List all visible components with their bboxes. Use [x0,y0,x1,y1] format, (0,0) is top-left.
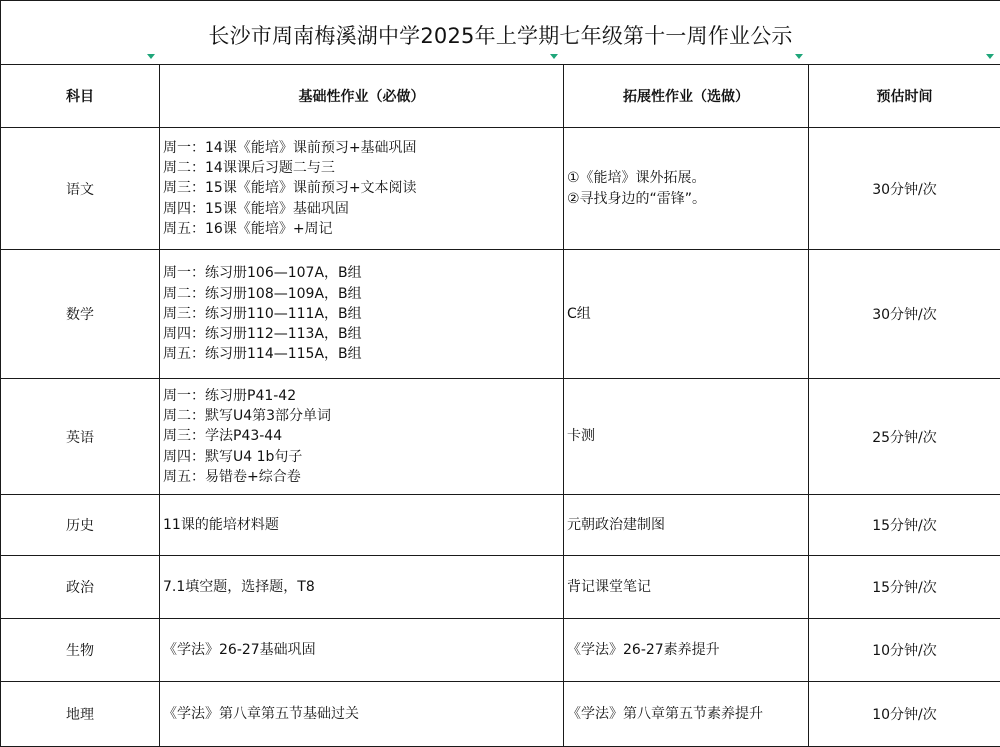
header-row [1,65,1000,128]
basic-cell [160,495,564,556]
header-basic: 基础性作业（必做） [160,65,564,128]
basic-line: 周五：练习册114—115A，B组 [163,344,563,364]
basic-line: 周二：练习册108—109A，B组 [163,284,563,304]
filter-dropdown-icon[interactable] [794,51,804,61]
basic-line: 周五：易错卷+综合卷 [163,467,563,487]
subject-cell: 地理 [1,682,160,747]
extended-line: ②寻找身边的“雷锋”。 [567,189,808,209]
time-cell: 30分钟/次 [809,128,1000,250]
header-extended: 拓展性作业（选做） [564,65,809,128]
basic-line: 周五：16课《能培》+周记 [163,219,563,239]
time-cell: 15分钟/次 [809,556,1000,619]
time-cell: 25分钟/次 [809,379,1000,495]
filter-dropdown-icon[interactable] [146,51,156,61]
filter-dropdown-icon[interactable] [549,51,559,61]
extended-line: 背记课堂笔记 [567,577,808,597]
basic-line: 周三：15课《能培》课前预习+文本阅读 [163,178,563,198]
subject-cell: 历史 [1,495,160,556]
basic-line: 11课的能培材料题 [163,515,563,535]
title-cell [1,1,1000,65]
basic-line: 周二：默写U4第3部分单词 [163,406,563,426]
extended-line: ①《能培》课外拓展。 [567,168,808,188]
subject-cell: 政治 [1,556,160,619]
extended-line: 《学法》26-27素养提升 [567,640,808,660]
extended-line: 卡测 [567,426,808,446]
subject-cell: 生物 [1,619,160,682]
title-row [1,1,1000,65]
basic-cell [160,556,564,619]
basic-line: 周一：练习册P41-42 [163,386,563,406]
basic-line: 周三：学法P43-44 [163,426,563,446]
subject-cell: 语文 [1,128,160,250]
basic-line: 7.1填空题，选择题，T8 [163,577,563,597]
basic-line: 《学法》第八章第五节基础过关 [163,704,563,724]
basic-line: 周四：15课《能培》基础巩固 [163,199,563,219]
subject-cell: 英语 [1,379,160,495]
table-row [1,682,1000,747]
time-cell: 10分钟/次 [809,682,1000,747]
subject-cell: 数学 [1,250,160,379]
basic-line: 周三：练习册110—111A，B组 [163,304,563,324]
time-cell: 10分钟/次 [809,619,1000,682]
extended-cell [564,379,809,495]
basic-cell [160,128,564,250]
time-cell: 30分钟/次 [809,250,1000,379]
basic-cell [160,379,564,495]
time-cell: 15分钟/次 [809,495,1000,556]
table-row [1,250,1000,379]
extended-cell [564,619,809,682]
basic-cell [160,682,564,747]
table-row [1,379,1000,495]
basic-line: 周一：14课《能培》课前预习+基础巩固 [163,138,563,158]
extended-line: 《学法》第八章第五节素养提升 [567,704,808,724]
basic-line: 《学法》26-27基础巩固 [163,640,563,660]
table-row [1,619,1000,682]
extended-cell [564,682,809,747]
basic-line: 周四：默写U4 1b句子 [163,447,563,467]
filter-dropdown-icon[interactable] [985,51,995,61]
header-subject: 科目 [1,65,160,128]
table-row [1,495,1000,556]
basic-cell [160,619,564,682]
extended-line: C组 [567,304,808,324]
table-row [1,556,1000,619]
extended-line: 元朝政治建制图 [567,515,808,535]
basic-cell [160,250,564,379]
page-title: 长沙市周南梅溪湖中学2025年上学期七年级第十一周作业公示 [208,16,792,50]
extended-cell [564,556,809,619]
basic-line: 周一：练习册106—107A，B组 [163,263,563,283]
extended-cell [564,495,809,556]
header-time: 预估时间 [809,65,1000,128]
basic-line: 周四：练习册112—113A，B组 [163,324,563,344]
table-row [1,128,1000,250]
extended-cell [564,128,809,250]
basic-line: 周二：14课课后习题二与三 [163,158,563,178]
extended-cell [564,250,809,379]
